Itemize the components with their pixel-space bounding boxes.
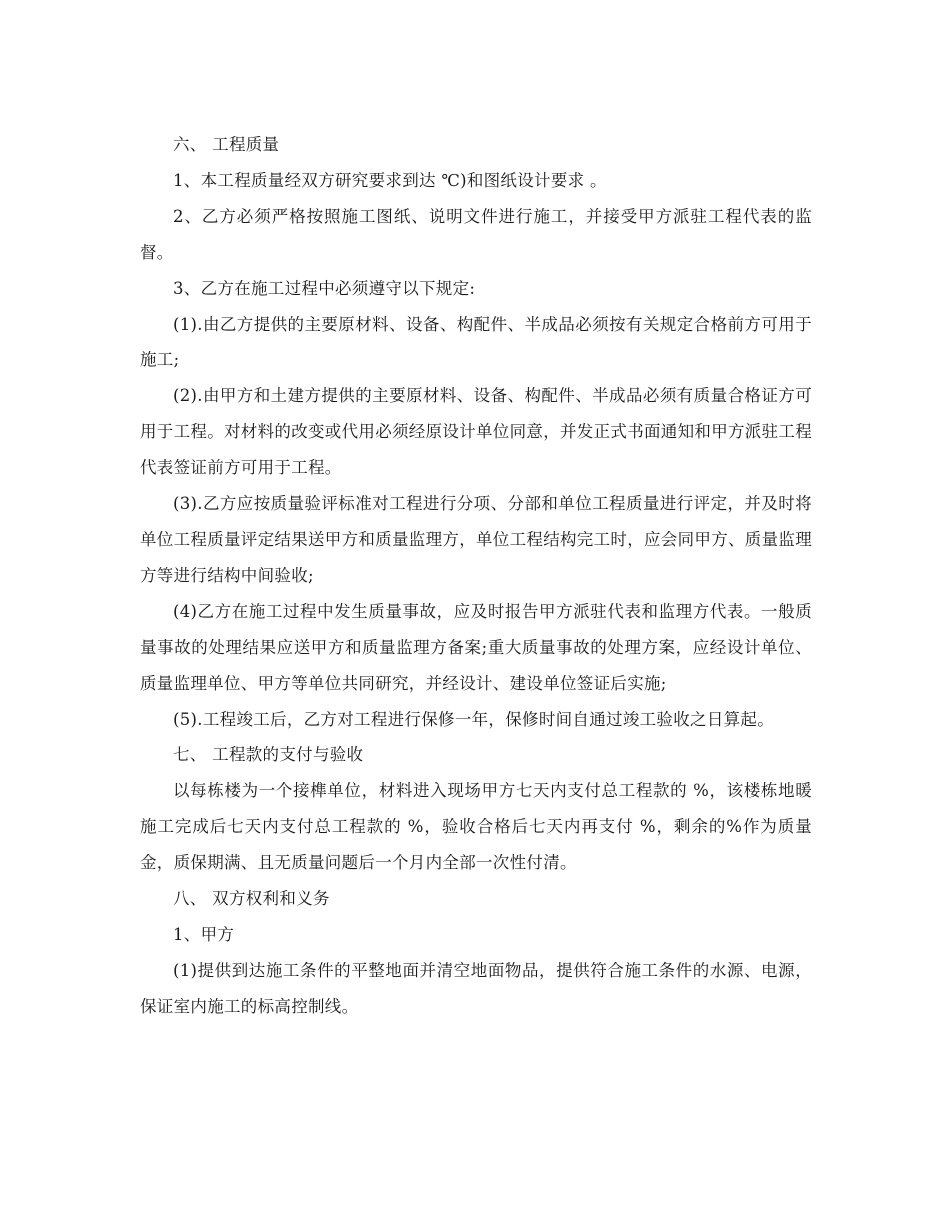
section-heading-payment: 七、 工程款的支付与验收 (173, 745, 364, 765)
paragraph-rule-5: (5).工程竣工后，乙方对工程进行保修一年，保修时间自通过竣工验收之日算起。 (173, 709, 775, 729)
paragraph-rule-3: (3).乙方应按质量验评标准对工程进行分项、分部和单位工程质量进行评定，并及时将单位工程质量评定结果送甲方和质量监理方，单位工程结构完工时，应会同甲方、质量监理方等进行结构中间验收; (140, 494, 812, 585)
paragraph-construction-drawings: 2、乙方必须严格按照施工图纸、说明文件进行施工，并接受甲方派驻工程代表的监督。 (140, 206, 812, 262)
paragraph-payment-terms: 以每栋楼为一个接榫单位，材料进入现场甲方七天内支付总工程款的 %，该楼栋地暖施工完成后七天内支付总工程款的 %，验收合格后七天内再支付 %，剩余的%作为质量金，质保期满、且无质量问题后一个月内全部一次性付清。 (140, 781, 812, 873)
section-heading-quality: 六、 工程质量 (173, 135, 280, 154)
paragraph-party-a: 1、甲方 (173, 924, 235, 944)
paragraph-rule-2: (2).由甲方和土建方提供的主要原材料、设备、构配件、半成品必须有质量合格证方可用于工程。对材料的改变或代用必须经原设计单位同意，并发正式书面通知和甲方派驻工程代表签证前方可用于工程。 (140, 386, 812, 478)
paragraph-quality-standard: 1、本工程质量经双方研究要求到达 ℃)和图纸设计要求 。 (173, 170, 607, 190)
paragraph-rule-4: (4)乙方在施工过程中发生质量事故，应及时报告甲方派驻代表和监理方代表。一般质量事故的处理结果应送甲方和质量监理方备案;重大质量事故的处理方案，应经设计单位、质量监理单位、甲方等单位共同研究，并经设计、建设单位签证后实施; (140, 601, 812, 693)
paragraph-rules-intro: 3、乙方在施工过程中必须遵守以下规定: (173, 278, 476, 298)
document-body (140, 127, 812, 1025)
paragraph-rule-1: (1).由乙方提供的主要原材料、设备、构配件、半成品必须按有关规定合格前方可用于施工; (140, 314, 812, 370)
section-heading-rights: 八、 双方权利和义务 (173, 889, 330, 909)
paragraph-party-a-item-1: (1)提供到达施工条件的平整地面并清空地面物品，提供符合施工条件的水源、电源，保证室内施工的标高控制线。 (140, 960, 812, 1016)
